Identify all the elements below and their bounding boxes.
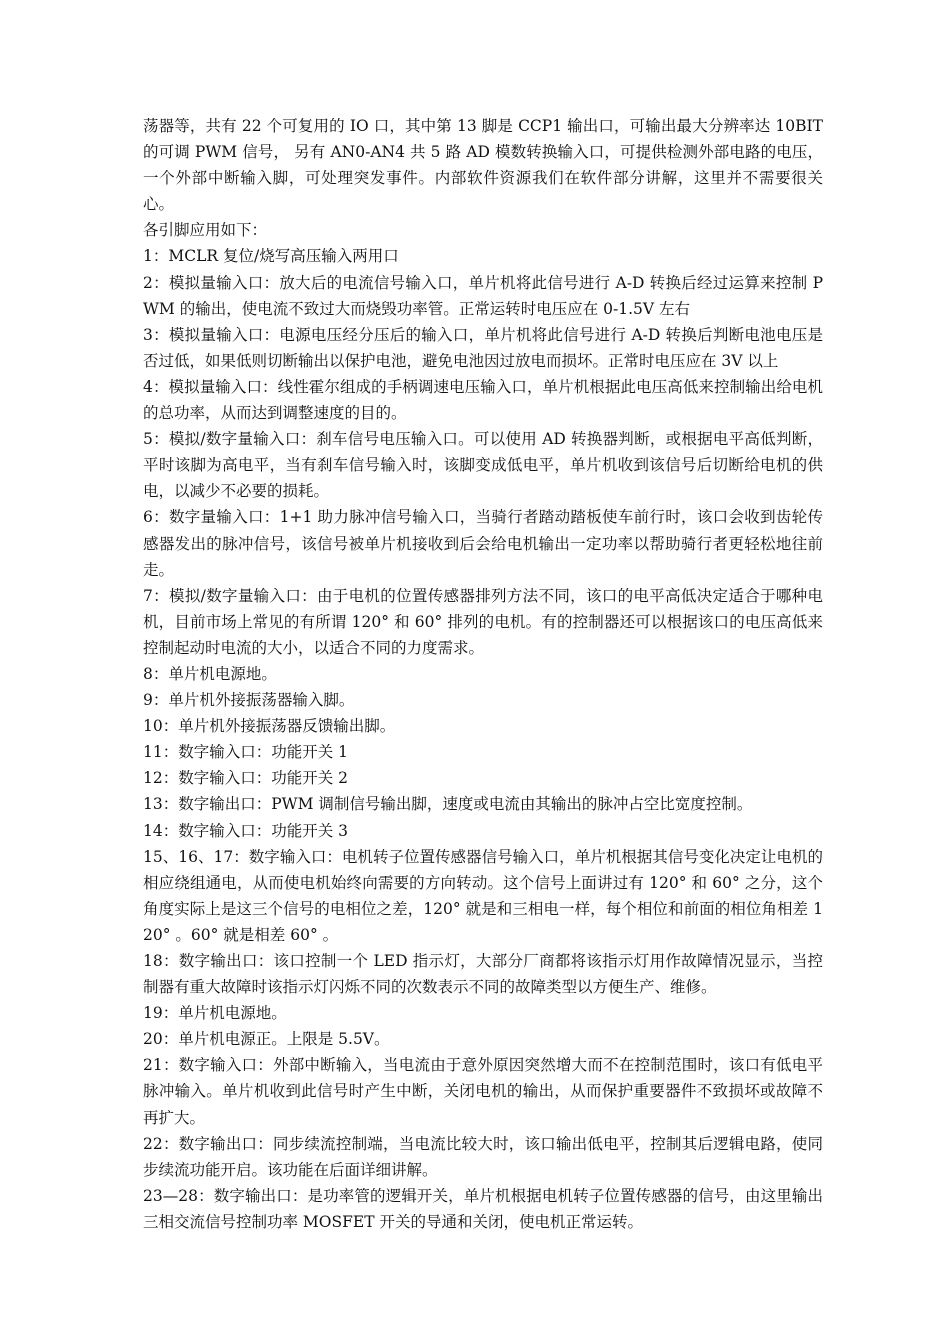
paragraph-pin-15-17: 15、16、17：数字输入口：电机转子位置传感器信号输入口，单片机根据其信号变化决定让电机的相应绕组通电，从而使电机始终向需要的方向转动。这个信号上面讲过有 120° 和 60° 之分，这个角度实际上是这三个信号的电相位之差，120° 就是和三相电一样，每个相位和前面的相位角相差 120° 。60° 就是相差 60° 。	[143, 847, 823, 944]
paragraph-pin-7: 7：模拟/数字量输入口：由于电机的位置传感器排列方法不同，该口的电平高低决定适合于哪种电机，目前市场上常见的有所谓 120° 和 60° 排列的电机。有的控制器还可以根据该口的电压高低来控制起动时电流的大小，以适合不同的力度需求。	[143, 586, 823, 657]
paragraph-pin-4: 4：模拟量输入口：线性霍尔组成的手柄调速电压输入口，单片机根据此电压高低来控制输出给电机的总功率，从而达到调整速度的目的。	[143, 377, 823, 423]
paragraph-intro: 荡器等，共有 22 个可复用的 IO 口，其中第 13 脚是 CCP1 输出口，可输出最大分辨率达 10BIT 的可调 PWM 信号， 另有 AN0-AN4 共 5 路 AD 模数转换输入口，可提供检测外部电路的电压，一个外部中断输入脚，可处理突发事件。内部软件资源我们在软件部分讲解，这里并不需要很关心。	[143, 117, 823, 214]
paragraph-pin-19: 19：单片机电源地。	[143, 1004, 287, 1023]
paragraph-pin-9: 9：单片机外接振荡器输入脚。	[143, 691, 355, 710]
paragraph-pin-10: 10：单片机外接振荡器反馈输出脚。	[143, 717, 396, 736]
paragraph-pin-20: 20：单片机电源正。上限是 5.5V。	[143, 1030, 390, 1049]
paragraph-pin-2: 2：模拟量输入口：放大后的电流信号输入口，单片机将此信号进行 A-D 转换后经过运算来控制 PWM 的输出，使电流不致过大而烧毁功率管。正常运转时电压应在 0-1.5V 左右	[143, 273, 823, 318]
paragraph-pin-5: 5：模拟/数字量输入口：刹车信号电压输入口。可以使用 AD 转换器判断，或根据电平高低判断，平时该脚为高电平，当有刹车信号输入时，该脚变成低电平，单片机收到该信号后切断给电机的供电，以减少不必要的损耗。	[143, 430, 823, 501]
paragraph-pin-1: 1：MCLR 复位/烧写高压输入两用口	[143, 247, 399, 266]
paragraph-pin-21: 21：数字输入口：外部中断输入，当电流由于意外原因突然增大而不在控制范围时，该口有低电平脉冲输入。单片机收到此信号时产生中断，关闭电机的输出，从而保护重要器件不致损坏或故障不再扩大。	[143, 1056, 823, 1127]
paragraph-pin-18: 18：数字输出口：该口控制一个 LED 指示灯，大部分厂商都将该指示灯用作故障情况显示，当控制器有重大故障时该指示灯闪烁不同的次数表示不同的故障类型以方便生产、维修。	[143, 952, 823, 997]
paragraph-pin-6: 6：数字量输入口：1+1 助力脉冲信号输入口，当骑行者踏动踏板使车前行时，该口会收到齿轮传感器发出的脉冲信号，该信号被单片机接收到后会给电机输出一定功率以帮助骑行者更轻松地往前走。	[143, 508, 823, 579]
paragraph-pin-13: 13：数字输出口：PWM 调制信号输出脚，速度或电流由其输出的脉冲占空比宽度控制。	[143, 795, 753, 814]
paragraph-pin-23-28: 23—28：数字输出口：是功率管的逻辑开关，单片机根据电机转子位置传感器的信号，由这里输出三相交流信号控制功率 MOSFET 开关的导通和关闭，使电机正常运转。	[143, 1186, 823, 1231]
paragraph-pin-8: 8：单片机电源地。	[143, 664, 277, 683]
paragraph-pin-22: 22：数字输出口：同步续流控制端，当电流比较大时，该口输出低电平，控制其后逻辑电路，使同步续流功能开启。该功能在后面详细讲解。	[143, 1134, 823, 1179]
paragraph-pin-12: 12：数字输入口：功能开关 2	[143, 769, 349, 788]
paragraph-pin-3: 3：模拟量输入口：电源电压经分压后的输入口，单片机将此信号进行 A-D 转换后判断电池电压是否过低，如果低则切断输出以保护电池，避免电池因过放电而损坏。正常时电压应在 3V 以上	[143, 325, 823, 370]
paragraph-pin-14: 14：数字输入口：功能开关 3	[143, 821, 349, 840]
paragraph-pin-11: 11：数字输入口：功能开关 1	[143, 743, 349, 762]
document-body	[143, 113, 823, 1235]
paragraph-pin-heading: 各引脚应用如下：	[143, 221, 268, 240]
